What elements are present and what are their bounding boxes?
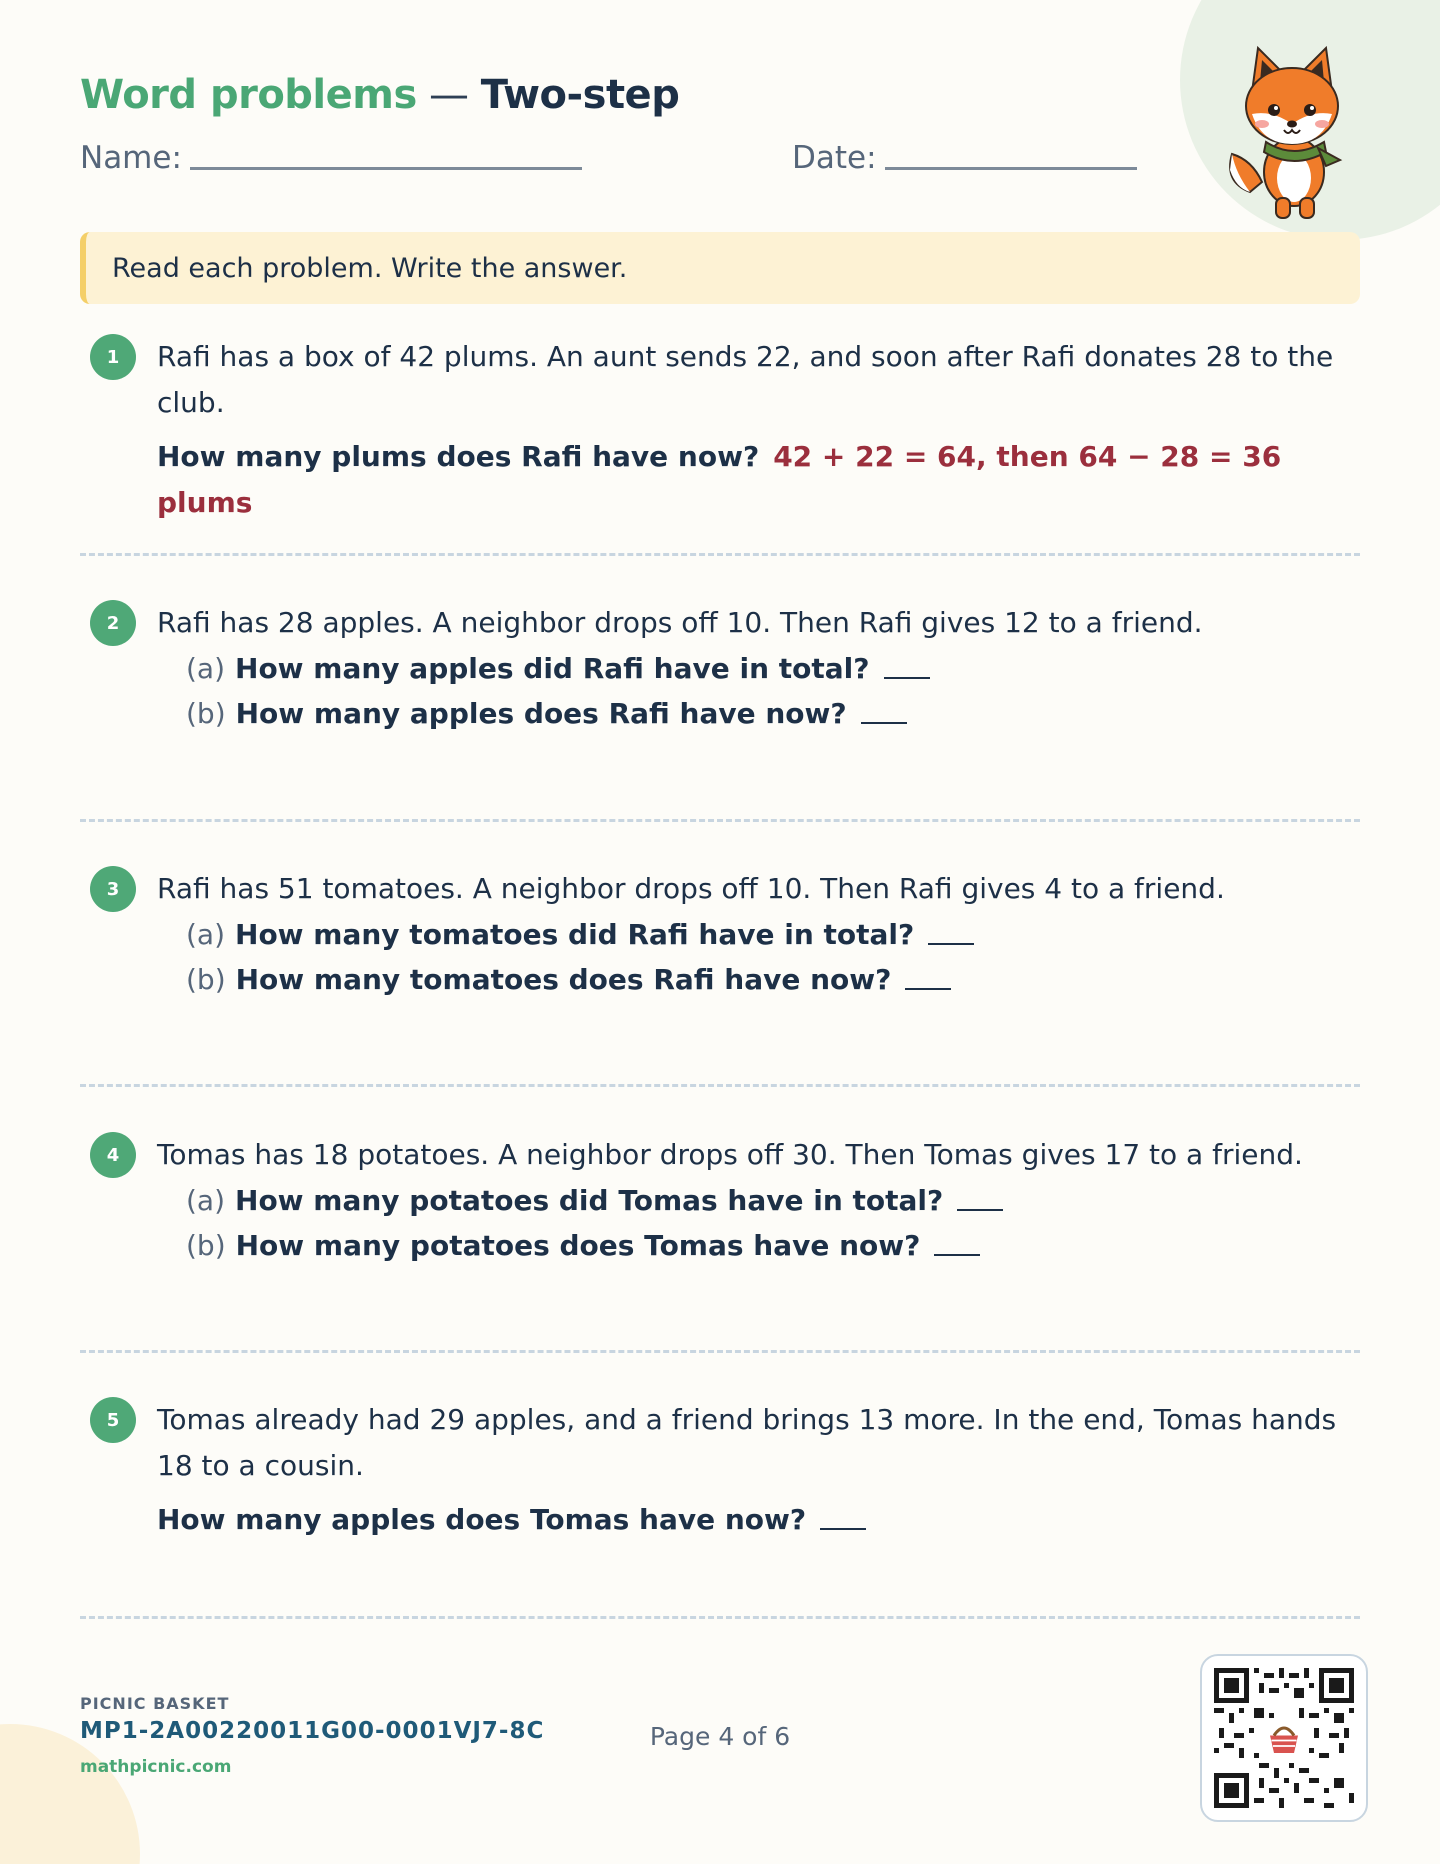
answer-text: 42 + 22 = 64, then 64 − 28 = 36 plums <box>157 440 1282 519</box>
problem-question <box>157 434 1360 526</box>
separator <box>80 1084 1360 1087</box>
problem-text: Rafi has a box of 42 plums. An aunt sends 22, and soon after Rafi donates 28 to the club. <box>157 340 1334 419</box>
problem-number-badge: 5 <box>90 1397 136 1443</box>
problem-2 <box>80 600 1360 736</box>
problem-4 <box>80 1132 1360 1268</box>
sub-question-text: How many apples did Rafi have in total? <box>235 652 870 685</box>
sub-label: (a) <box>186 918 226 951</box>
page-indicator: Page 4 of 6 <box>649 1722 791 1751</box>
problem-5 <box>80 1397 1360 1543</box>
sub-label: (a) <box>186 1184 226 1217</box>
problem-3 <box>80 866 1360 1002</box>
answer-blank[interactable] <box>820 1528 866 1530</box>
date-field[interactable] <box>792 140 1137 176</box>
problem-number-badge: 1 <box>90 334 136 380</box>
problem-text: Rafi has 28 apples. A neighbor drops off 10. Then Rafi gives 12 to a friend. <box>157 606 1203 639</box>
page-title <box>80 72 679 118</box>
answer-blank[interactable] <box>861 722 907 724</box>
answer-blank[interactable] <box>928 943 974 945</box>
qr-code-graphic <box>1214 1668 1354 1808</box>
separator <box>80 553 1360 556</box>
sub-question-a <box>186 646 1360 691</box>
instructions-text: Read each problem. Write the answer. <box>112 252 628 284</box>
problem-text: Rafi has 51 tomatoes. A neighbor drops off 10. Then Rafi gives 4 to a friend. <box>157 872 1225 905</box>
question-text: How many plums does Rafi have now? <box>157 440 760 473</box>
footer-brand: PICNIC BASKET <box>80 1694 230 1713</box>
sub-label: (a) <box>186 652 226 685</box>
sub-question-text: How many apples does Rafi have now? <box>235 697 847 730</box>
title-part2: Two-step <box>480 72 680 118</box>
qr-code-icon <box>1200 1654 1368 1822</box>
sub-label: (b) <box>186 963 226 996</box>
problem-number-badge: 4 <box>90 1132 136 1178</box>
footer-site-link[interactable]: mathpicnic.com <box>80 1757 232 1777</box>
sub-question-b <box>186 957 1360 1002</box>
sub-question-a <box>186 912 1360 957</box>
sub-question-text: How many tomatoes did Rafi have in total? <box>235 918 915 951</box>
sub-question-b <box>186 1223 1360 1268</box>
problem-text: Tomas has 18 potatoes. A neighbor drops off 30. Then Tomas gives 17 to a friend. <box>157 1138 1303 1171</box>
answer-blank[interactable] <box>957 1209 1003 1211</box>
name-field[interactable] <box>80 140 582 176</box>
answer-blank[interactable] <box>934 1254 980 1256</box>
separator <box>80 1616 1360 1619</box>
instructions-banner <box>80 232 1360 304</box>
problem-number-badge: 2 <box>90 600 136 646</box>
answer-blank[interactable] <box>905 988 951 990</box>
separator <box>80 1350 1360 1353</box>
sub-question-a <box>186 1178 1360 1223</box>
fox-mascot-icon <box>1222 42 1362 222</box>
title-dash: — <box>416 72 481 118</box>
footer-code: MP1-2A00220011G00-0001VJ7-8C <box>80 1718 545 1744</box>
sub-question-text: How many potatoes does Tomas have now? <box>235 1229 921 1262</box>
sub-question-b <box>186 691 1360 736</box>
problem-number-badge: 3 <box>90 866 136 912</box>
question-text: How many apples does Tomas have now? <box>157 1503 807 1536</box>
sub-label: (b) <box>186 1229 226 1262</box>
sub-label: (b) <box>186 697 226 730</box>
date-line[interactable] <box>885 167 1137 170</box>
date-label: Date: <box>792 140 877 176</box>
corner-decoration-bottom <box>0 1724 140 1864</box>
title-part1: Word problems <box>80 72 417 118</box>
name-line[interactable] <box>190 167 582 170</box>
sub-question-text: How many tomatoes does Rafi have now? <box>235 963 892 996</box>
problem-question <box>157 1497 1360 1543</box>
separator <box>80 819 1360 822</box>
name-label: Name: <box>80 140 182 176</box>
problem-text: Tomas already had 29 apples, and a friend brings 13 more. In the end, Tomas hands 18 to a cousin. <box>157 1403 1337 1482</box>
sub-question-text: How many potatoes did Tomas have in total? <box>235 1184 944 1217</box>
answer-blank[interactable] <box>884 677 930 679</box>
problem-1 <box>80 334 1360 526</box>
